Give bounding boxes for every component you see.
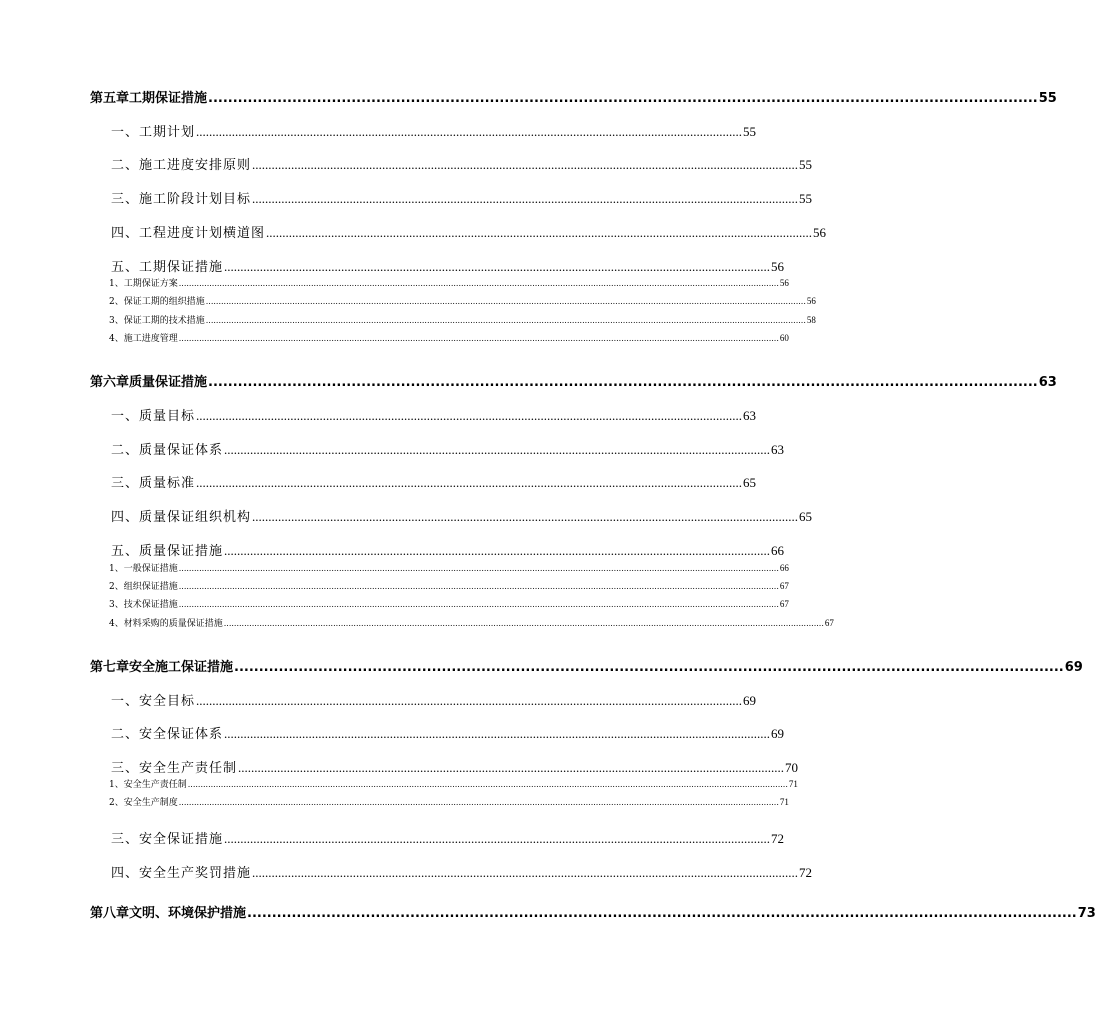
page-number: 55 xyxy=(743,124,757,139)
page-number: 69 xyxy=(743,693,757,708)
page-number: 69 xyxy=(771,726,785,741)
leader-dots: ............................................................................................................................................................................................................................................ xyxy=(205,297,806,306)
leader-dots: ........................................................................................................................................................................ xyxy=(252,509,799,524)
toc-subsection[interactable] xyxy=(109,795,789,808)
section-title: 二、安全保证体系 xyxy=(111,727,224,742)
section-title: 二、质量保证体系 xyxy=(111,443,224,458)
page-number: 56 xyxy=(771,259,785,274)
toc-section[interactable] xyxy=(111,154,813,173)
subsection-title: 1、工期保证方案 xyxy=(109,279,178,289)
page-number: 67 xyxy=(779,581,789,591)
toc-subsection[interactable] xyxy=(109,777,798,790)
page-number: 66 xyxy=(779,563,789,573)
chapter-title: 工期保证措施 xyxy=(129,91,208,106)
leader-dots: ........................................................................................................................................................................ xyxy=(208,91,1038,106)
page-number: 63 xyxy=(743,408,757,423)
leader-dots: ........................................................................................................................................................................ xyxy=(196,475,743,490)
toc-subsection[interactable] xyxy=(109,561,789,574)
subsection-title: 3、技术保证措施 xyxy=(109,600,178,610)
page-number: 70 xyxy=(785,760,799,775)
toc-section[interactable] xyxy=(111,862,813,881)
chapter-number: 第六章 xyxy=(90,375,130,390)
subsection-title: 2、保证工期的组织措施 xyxy=(109,297,205,307)
toc-subsection[interactable] xyxy=(109,597,789,610)
toc-section[interactable] xyxy=(111,188,813,207)
subsection-title: 2、组织保证措施 xyxy=(109,582,178,592)
subsection-title: 2、安全生产制度 xyxy=(109,798,178,808)
page-number: 69 xyxy=(1064,660,1083,675)
subsection-title: 1、一般保证措施 xyxy=(109,564,178,574)
leader-dots: ........................................................................................................................................................................ xyxy=(224,442,771,457)
leader-dots: ........................................................................................................................................................................ xyxy=(266,225,813,240)
toc-subsection[interactable] xyxy=(109,579,789,592)
leader-dots: ........................................................................................................................................................................ xyxy=(224,543,771,558)
subsection-title: 4、施工进度管理 xyxy=(109,334,178,344)
page-number: 67 xyxy=(779,599,789,609)
page-number: 67 xyxy=(824,618,834,628)
leader-dots: ............................................................................................................................................................................................................................................ xyxy=(205,316,806,325)
leader-dots: ........................................................................................................................................................................ xyxy=(234,660,1064,675)
page-number: 58 xyxy=(806,315,816,325)
leader-dots: ............................................................................................................................................................................................................................................ xyxy=(223,619,824,628)
section-title: 三、质量标准 xyxy=(111,476,196,491)
leader-dots: ............................................................................................................................................................................................................................................ xyxy=(178,334,779,343)
subsection-title: 4、材料采购的质量保证措施 xyxy=(109,619,223,629)
section-title: 三、安全生产责任制 xyxy=(111,761,238,776)
page-number: 72 xyxy=(799,865,813,880)
page-number: 73 xyxy=(1077,906,1096,921)
chapter-title: 文明、环境保护措施 xyxy=(129,906,247,921)
leader-dots: ........................................................................................................................................................................ xyxy=(224,726,771,741)
toc-chapter-7[interactable] xyxy=(90,656,1083,675)
chapter-number: 第五章 xyxy=(90,91,130,106)
page-number: 71 xyxy=(779,797,789,807)
toc-section[interactable] xyxy=(111,540,785,559)
section-title: 五、工期保证措施 xyxy=(111,260,224,275)
leader-dots: ............................................................................................................................................................................................................................................ xyxy=(178,798,779,807)
section-title: 一、工期计划 xyxy=(111,125,196,140)
chapter-title: 安全施工保证措施 xyxy=(129,660,234,675)
page-number: 71 xyxy=(788,779,798,789)
page-number: 55 xyxy=(799,157,813,172)
toc-chapter-6[interactable] xyxy=(90,371,1057,390)
subsection-title: 1、安全生产责任制 xyxy=(109,780,187,790)
toc-section[interactable] xyxy=(111,439,785,458)
section-title: 一、质量目标 xyxy=(111,409,196,424)
page-number: 65 xyxy=(743,475,757,490)
toc-section[interactable] xyxy=(111,405,757,424)
leader-dots: ........................................................................................................................................................................ xyxy=(247,906,1077,921)
toc-section[interactable] xyxy=(111,256,785,275)
subsection-title: 3、保证工期的技术措施 xyxy=(109,316,205,326)
page-number: 66 xyxy=(771,543,785,558)
toc-subsection[interactable] xyxy=(109,313,816,326)
section-title: 一、安全目标 xyxy=(111,694,196,709)
leader-dots: ............................................................................................................................................................................................................................................ xyxy=(178,564,779,573)
page-number: 55 xyxy=(799,191,813,206)
leader-dots: ........................................................................................................................................................................ xyxy=(238,760,785,775)
page-number: 60 xyxy=(779,333,789,343)
section-title: 三、安全保证措施 xyxy=(111,832,224,847)
section-title: 三、施工阶段计划目标 xyxy=(111,192,252,207)
page-number: 63 xyxy=(771,442,785,457)
leader-dots: ............................................................................................................................................................................................................................................ xyxy=(178,582,779,591)
page-number: 56 xyxy=(806,296,816,306)
section-title: 四、工程进度计划横道图 xyxy=(111,226,266,241)
leader-dots: ........................................................................................................................................................................ xyxy=(252,865,799,880)
page-number: 65 xyxy=(799,509,813,524)
toc-section[interactable] xyxy=(111,690,757,709)
leader-dots: ........................................................................................................................................................................ xyxy=(252,157,799,172)
section-title: 四、安全生产奖罚措施 xyxy=(111,866,252,881)
chapter-number: 第八章 xyxy=(90,906,130,921)
toc-section[interactable] xyxy=(111,222,827,241)
page-number: 56 xyxy=(779,278,789,288)
leader-dots: ............................................................................................................................................................................................................................................ xyxy=(178,600,779,609)
toc-section[interactable] xyxy=(111,506,813,525)
chapter-number: 第七章 xyxy=(90,660,130,675)
chapter-title: 质量保证措施 xyxy=(129,375,208,390)
leader-dots: ........................................................................................................................................................................ xyxy=(208,375,1038,390)
section-title: 五、质量保证措施 xyxy=(111,544,224,559)
page-number: 72 xyxy=(771,831,785,846)
toc-section[interactable] xyxy=(111,723,785,742)
toc-subsection[interactable] xyxy=(109,331,789,344)
toc-subsection[interactable] xyxy=(109,294,816,307)
leader-dots: ........................................................................................................................................................................ xyxy=(196,693,743,708)
toc-section[interactable] xyxy=(111,121,757,140)
toc-subsection[interactable] xyxy=(109,276,789,289)
section-title: 二、施工进度安排原则 xyxy=(111,158,252,173)
section-title: 四、质量保证组织机构 xyxy=(111,510,252,525)
page-number: 56 xyxy=(813,225,827,240)
toc-section[interactable] xyxy=(111,472,757,491)
leader-dots: ........................................................................................................................................................................ xyxy=(196,408,743,423)
leader-dots: ........................................................................................................................................................................ xyxy=(196,124,743,139)
toc-chapter-5[interactable] xyxy=(90,87,1057,106)
leader-dots: ........................................................................................................................................................................ xyxy=(224,259,771,274)
leader-dots: ............................................................................................................................................................................................................................................ xyxy=(187,780,788,789)
leader-dots: ............................................................................................................................................................................................................................................ xyxy=(178,279,779,288)
toc-chapter-8[interactable] xyxy=(90,902,1096,921)
page-number: 55 xyxy=(1038,91,1057,106)
leader-dots: ........................................................................................................................................................................ xyxy=(224,831,771,846)
leader-dots: ........................................................................................................................................................................ xyxy=(252,191,799,206)
toc-section[interactable] xyxy=(111,757,799,776)
page-number: 63 xyxy=(1038,375,1057,390)
toc-section[interactable] xyxy=(111,828,785,847)
toc-subsection[interactable] xyxy=(109,616,834,629)
